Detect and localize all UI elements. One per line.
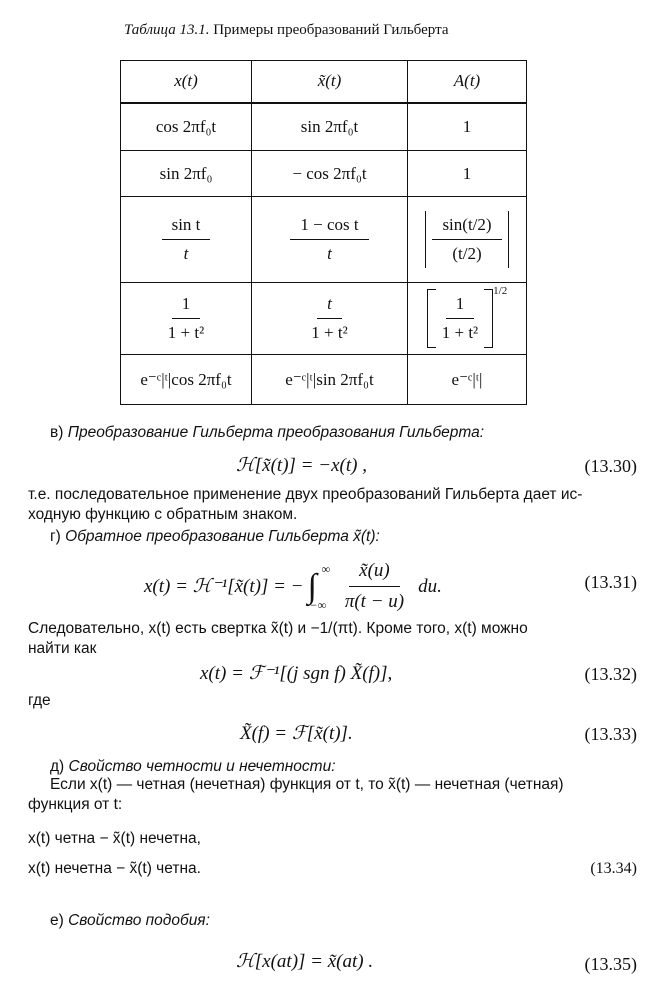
fraction: [158, 294, 214, 343]
bracket-expression: [427, 289, 493, 348]
section-g-heading: [50, 528, 380, 546]
table-row: [121, 283, 527, 355]
fraction: [162, 215, 211, 264]
equation-13-33: X̃(f) = ℱ[x̃(t)].: [240, 723, 353, 744]
fraction: [290, 215, 368, 264]
cell: sin 2πf₀t: [252, 103, 408, 151]
section-e-heading: [50, 912, 210, 930]
section-title: Свойство подобия:: [68, 912, 210, 929]
table-header-row: [121, 61, 527, 103]
table-row: [121, 151, 527, 197]
equation-number: (13.31): [584, 572, 637, 592]
table-row: [121, 103, 527, 151]
table-caption-label: Таблица 13.1.: [124, 22, 210, 38]
equation-number: (13.32): [584, 664, 637, 684]
cell: [408, 197, 527, 283]
equation-13-30: ℋ[x̃(t)] = −x(t) ,: [236, 455, 367, 476]
cell: e⁻ᶜ|ᵗ|sin 2πf₀t: [252, 355, 408, 405]
numerator: 1: [446, 294, 475, 319]
equation-13-35: ℋ[x(at)] = x̃(at) .: [236, 951, 374, 972]
cell: − cos 2πf₀t: [252, 151, 408, 197]
parity-line-odd: x(t) нечетна − x̃(t) четна.: [28, 860, 201, 877]
fraction: [335, 560, 414, 613]
fraction: [432, 294, 488, 343]
denominator: (t/2): [452, 244, 482, 263]
paragraph-line: т.е. последовательное применение двух преобразований Гильберта дает ис-: [28, 486, 583, 503]
integral-sign: ∫: [307, 567, 317, 605]
equation-13-32: x(t) = ℱ⁻¹[(j sgn f) X̃(f)],: [200, 663, 393, 684]
equation-number: (13.34): [590, 860, 637, 877]
paragraph-line: где: [28, 692, 51, 709]
denominator: t: [327, 244, 332, 263]
hilbert-transform-table: [120, 60, 527, 405]
paragraph-line: Следовательно, x(t) есть свертка x̃(t) и −1/(πt). Кроме того, x(t) можно: [28, 620, 528, 637]
header-a: A(t): [408, 61, 527, 103]
numerator: sin(t/2): [432, 215, 501, 240]
cell: 1: [408, 151, 527, 197]
section-label: в): [50, 424, 64, 441]
denominator: 1 + t²: [441, 323, 479, 342]
table-row: [121, 355, 527, 405]
eq31-left: x(t) = ℋ⁻¹[x̃(t)] = −: [144, 576, 304, 597]
paragraph-line: найти как: [28, 640, 97, 657]
absolute-value: [425, 211, 508, 268]
table-caption: [124, 22, 448, 39]
numerator: 1: [172, 294, 201, 319]
table-caption-title: Примеры преобразований Гильберта: [213, 22, 449, 38]
denominator: 1 + t²: [311, 323, 348, 342]
section-label: г): [50, 528, 61, 545]
numerator: 1 − cos t: [290, 215, 368, 240]
table-row: [121, 197, 527, 283]
fraction: [432, 215, 501, 264]
cell: 1: [408, 103, 527, 151]
section-label: д): [50, 758, 65, 775]
cell: e⁻ᶜ|ᵗ|cos 2πf₀t: [121, 355, 252, 405]
integral: [307, 561, 331, 612]
equation-13-31: [144, 560, 442, 613]
fraction: [301, 294, 357, 343]
paragraph-line: Если x(t) — четная (нечетная) функция от t, то x̃(t) — нечетная (четная): [50, 776, 564, 793]
integral-lower: −∞: [309, 597, 327, 612]
cell: sin 2πf₀: [121, 151, 252, 197]
cell: e⁻ᶜ|ᵗ|: [408, 355, 527, 405]
denominator: 1 + t²: [167, 323, 205, 342]
numerator: sin t: [162, 215, 211, 240]
section-title: Преобразование Гильберта преобразования Гильберта:: [67, 424, 485, 441]
integral-upper: ∞: [321, 561, 331, 576]
section-label: е): [50, 912, 64, 929]
cell: [252, 283, 408, 355]
exponent: 1/2: [493, 284, 508, 297]
parity-line-even: x(t) четна − x̃(t) нечетна,: [28, 830, 201, 847]
header-x: x(t): [121, 61, 252, 103]
equation-number: (13.35): [584, 954, 637, 974]
denominator: π(t − u): [344, 591, 405, 612]
cell: cos 2πf₀t: [121, 103, 252, 151]
numerator: t: [317, 294, 342, 319]
section-title: Обратное преобразование Гильберта x̃(t):: [65, 528, 380, 545]
eq31-du: du.: [418, 575, 442, 597]
section-v-heading: [50, 424, 484, 442]
numerator: x̃(u): [349, 560, 400, 587]
cell: [121, 197, 252, 283]
equation-number: (13.30): [584, 456, 637, 476]
section-title: Свойство четности и нечетности:: [68, 758, 336, 775]
header-x-tilde: x̃(t): [252, 61, 408, 103]
paragraph-line: ходную функцию с обратным знаком.: [28, 506, 298, 523]
denominator: t: [183, 244, 189, 263]
cell: [121, 283, 252, 355]
section-d-heading: [50, 758, 336, 776]
equation-number: (13.33): [584, 724, 637, 744]
cell: [252, 197, 408, 283]
paragraph-line: функция от t:: [28, 796, 123, 813]
cell: [408, 283, 527, 355]
